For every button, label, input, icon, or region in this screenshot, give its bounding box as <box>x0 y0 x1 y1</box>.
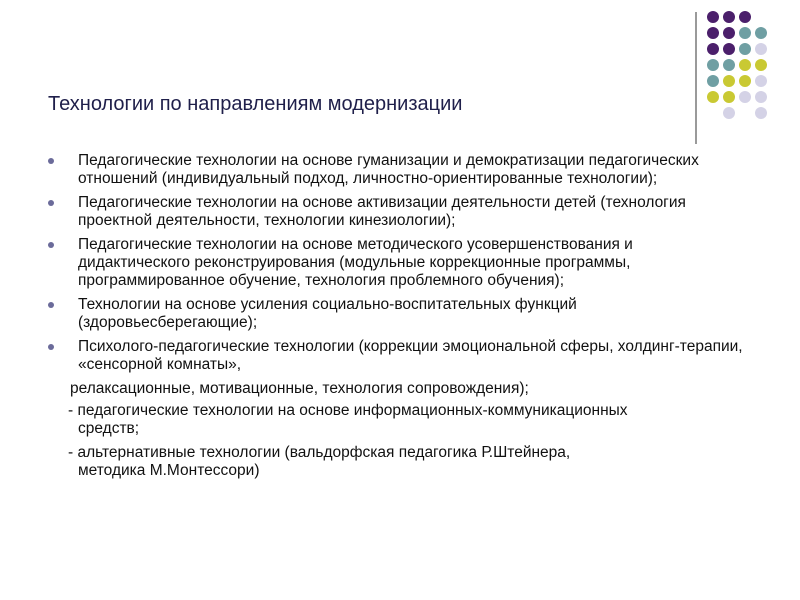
dash-item-line: - педагогические технологии на основе информационных-коммуникационных <box>68 402 628 419</box>
decorative-dot-lavender <box>739 91 751 103</box>
bullet-item: Технологии на основе усиления социально-воспитательных функций (здоровьесберегающие); <box>44 296 744 332</box>
decorative-dot-teal <box>739 27 751 39</box>
decorative-dot-lavender <box>755 43 767 55</box>
bullet-item: Психолого-педагогические технологии (коррекции эмоциональной сферы, холдинг-терапии, «сенсорной комнаты», <box>44 338 744 374</box>
decorative-dot-purple <box>707 43 719 55</box>
decorative-dot-grid <box>707 11 787 131</box>
dash-item-line: средств; <box>78 420 140 437</box>
decorative-dot-teal <box>723 59 735 71</box>
decorative-dot-teal <box>739 43 751 55</box>
decorative-dot-lavender <box>723 107 735 119</box>
dash-item <box>44 402 744 438</box>
bullet-continuation: релаксационные, мотивационные, технология сопровождения); <box>70 380 529 397</box>
decorative-divider-line <box>695 12 697 144</box>
decorative-dot-lavender <box>755 75 767 87</box>
decorative-dot-purple <box>723 27 735 39</box>
decorative-dot-purple <box>723 11 735 23</box>
decorative-dot-teal <box>755 27 767 39</box>
decorative-dot-purple <box>723 43 735 55</box>
slide-title: Технологии по направлениям модернизации <box>48 93 463 115</box>
decorative-dot-lime <box>739 59 751 71</box>
bullet-item: Педагогические технологии на основе гуманизации и демократизации педагогических отношений (индивидуальный подход, личностно-ориентированные технологии); <box>44 152 744 188</box>
slide-content <box>44 152 744 486</box>
decorative-dot-lime <box>723 75 735 87</box>
decorative-dot-purple <box>707 11 719 23</box>
decorative-dot-lime <box>723 91 735 103</box>
decorative-dot-lime <box>755 59 767 71</box>
decorative-dot-purple <box>707 27 719 39</box>
decorative-dot-teal <box>707 59 719 71</box>
decorative-dot-teal <box>707 75 719 87</box>
decorative-dot-lime <box>739 75 751 87</box>
decorative-dot-lavender <box>755 107 767 119</box>
dash-item-line: методика М.Монтессори) <box>78 462 260 479</box>
decorative-dot-purple <box>739 11 751 23</box>
decorative-dot-lime <box>707 91 719 103</box>
bullet-item: Педагогические технологии на основе активизации деятельности детей (технология проектной деятельности, технологии кинезиологии); <box>44 194 744 230</box>
bullet-item: Педагогические технологии на основе методического усовершенствования и дидактического реконструирования (модульные коррекционные программы, программированное обучение, технология проблемного обучения); <box>44 236 744 290</box>
decorative-dot-lavender <box>755 91 767 103</box>
dash-item <box>44 444 744 480</box>
dash-item-line: - альтернативные технологии (вальдорфская педагогика Р.Штейнера, <box>68 444 571 461</box>
